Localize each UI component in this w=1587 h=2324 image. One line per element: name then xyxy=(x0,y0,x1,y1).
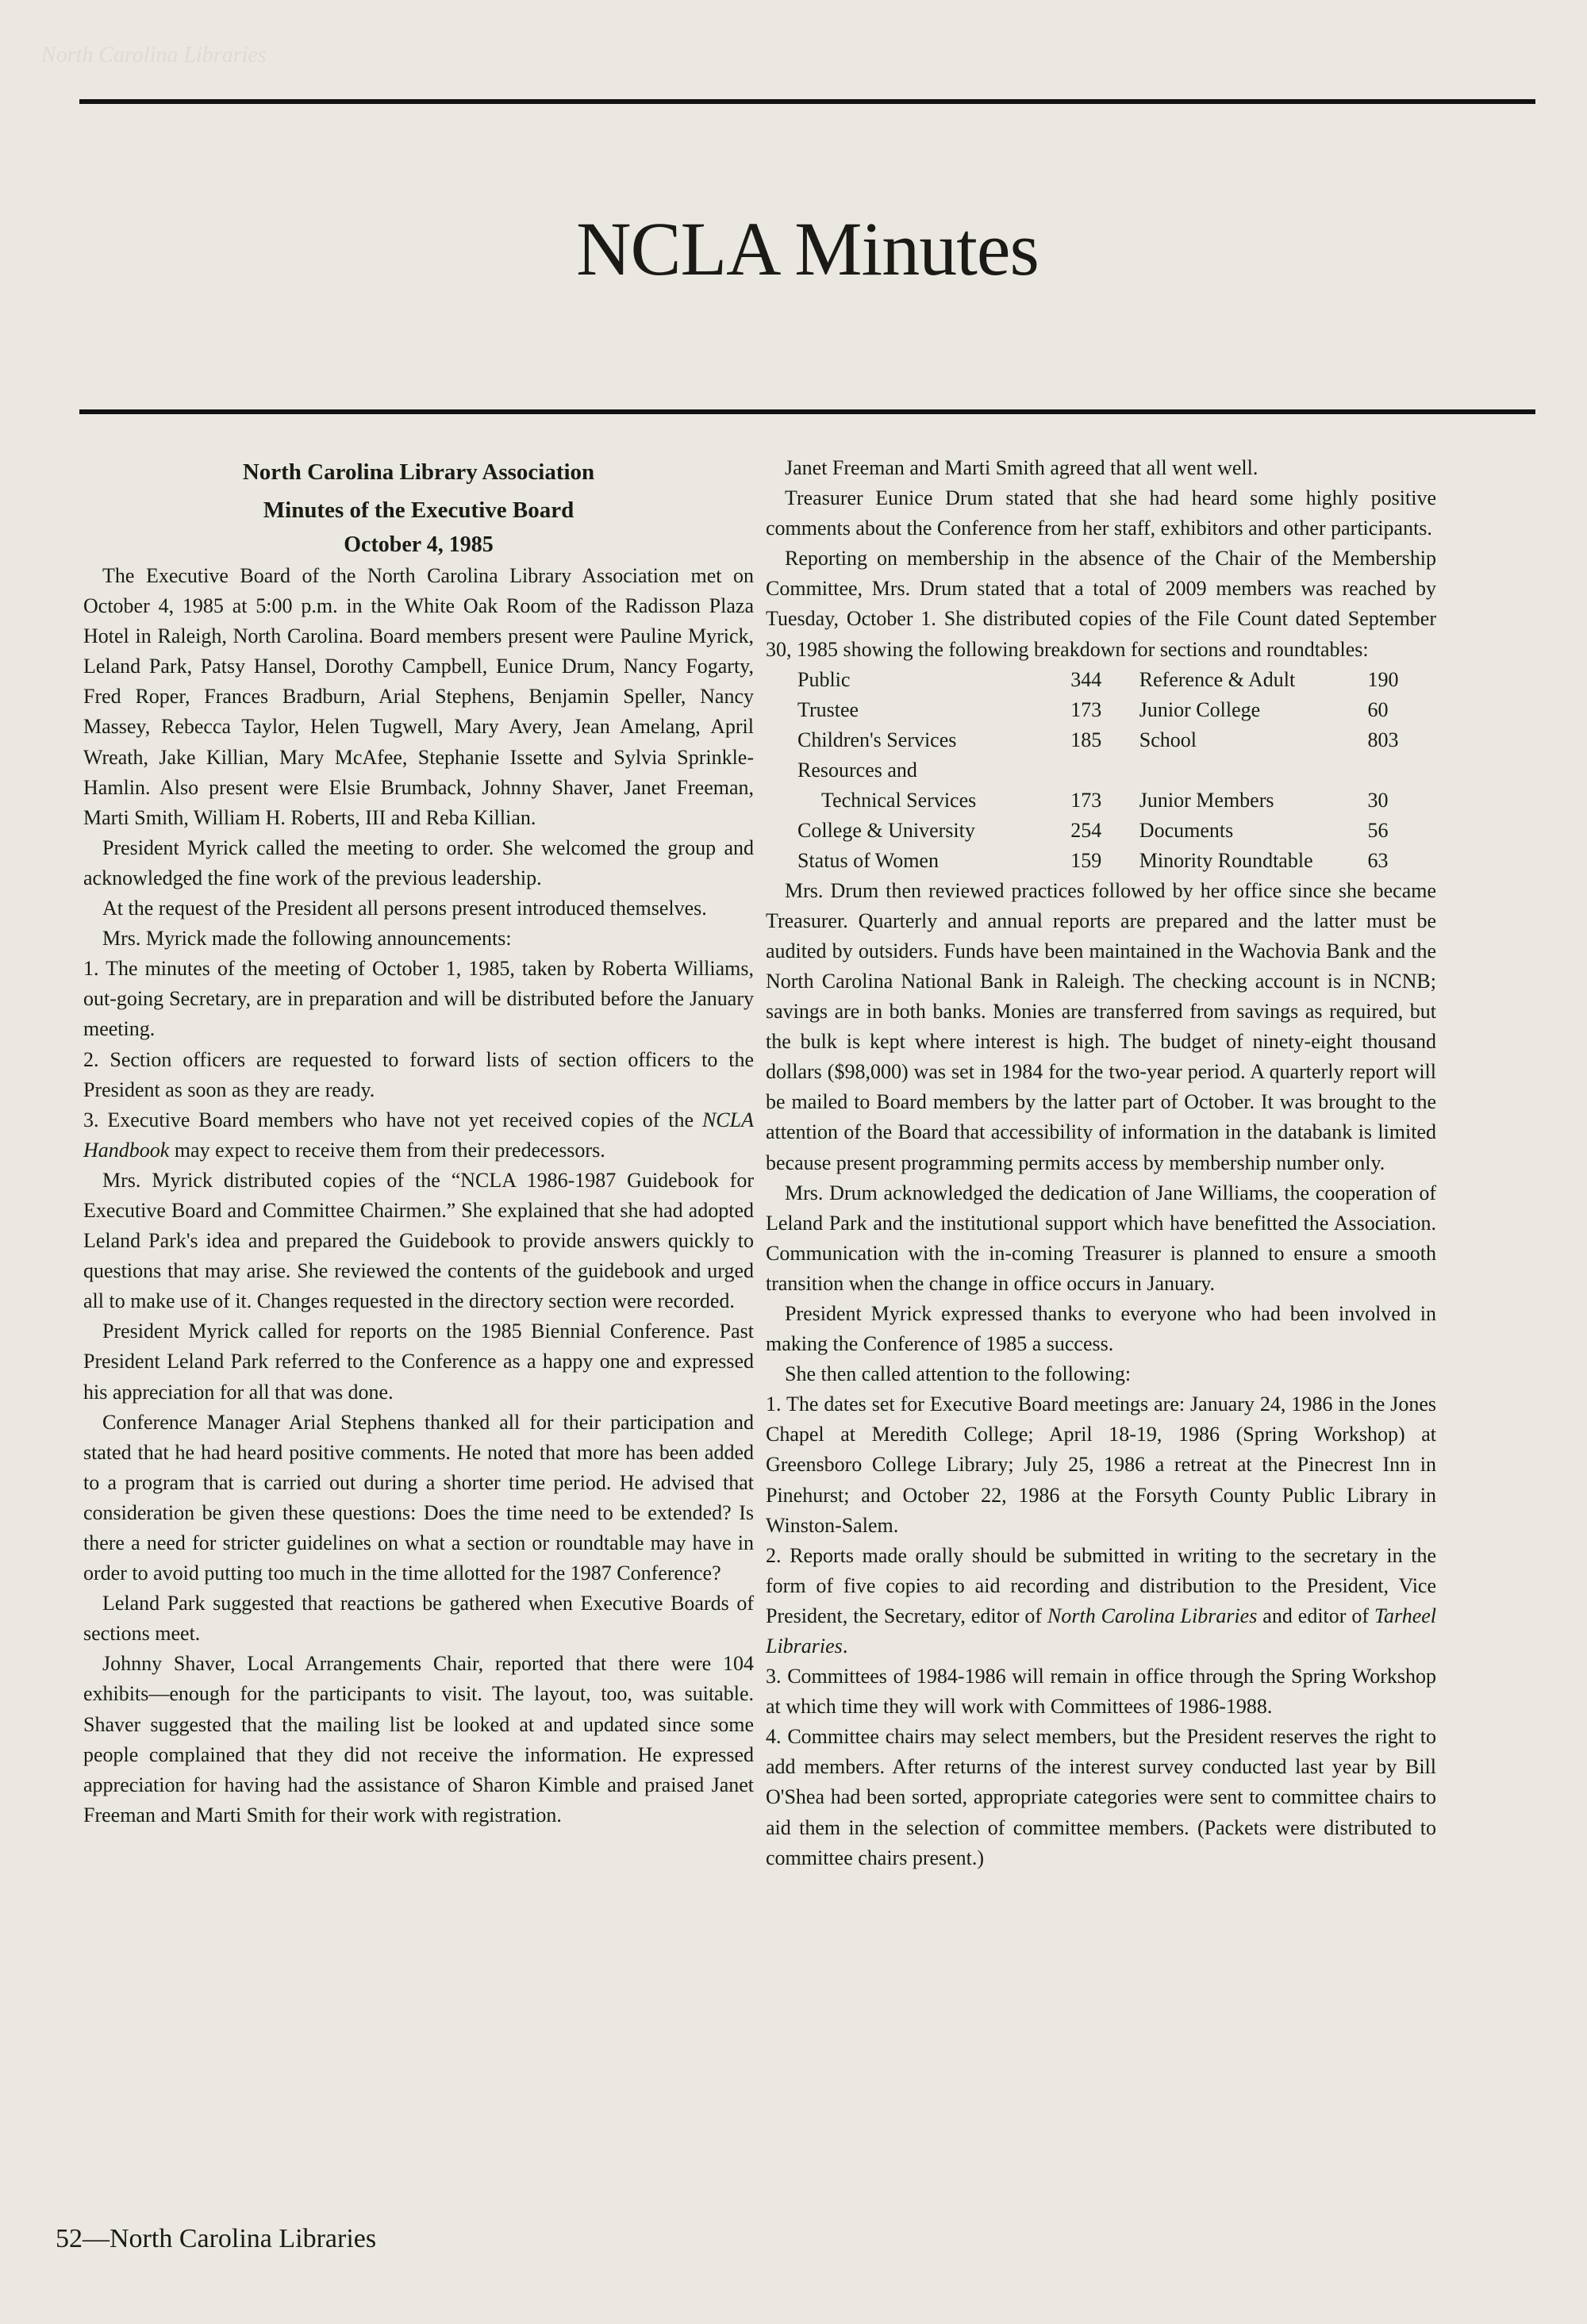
paragraph: She then called attention to the following: xyxy=(785,1362,1132,1386)
section-name: Reference & Adult xyxy=(1139,667,1296,691)
attention-item: 4. Committee chairs may select members, but the President reserves the right to add members. After returns of the interest survey conducted last year by Bill O'Shea had been sorted, appropriate categories were sent to committee chairs to aid them in the selection of committee members. (Packets were distributed to committee chairs present.) xyxy=(766,1725,1436,1869)
show-through-running-head: North Carolina Libraries xyxy=(41,43,267,67)
date-heading: October 4, 1985 xyxy=(344,532,494,557)
attention-item: 3. Committees of 1984-1986 will remain in office through the Spring Workshop at which time they will work with Committees of 1986-1988. xyxy=(766,1665,1436,1719)
page-body xyxy=(79,99,1535,414)
right-column xyxy=(766,453,1436,1873)
title-bottom-rule xyxy=(79,409,1535,414)
member-count: 344 xyxy=(1070,667,1102,691)
member-count xyxy=(1070,755,1139,786)
title-block xyxy=(79,104,1535,409)
member-count: 60 xyxy=(1367,697,1389,721)
member-count: 56 xyxy=(1367,818,1389,842)
section-name: Trustee xyxy=(797,697,859,721)
section-name: Resources and xyxy=(797,758,917,782)
paragraph: President Myrick called for reports on the 1985 Biennial Conference. Past President Leland Park referred to the Conference as a happy one and expressed his appreciation for all that was done. xyxy=(83,1319,754,1404)
section-name: Technical Services xyxy=(821,788,977,812)
paragraph: Leland Park suggested that reactions be gathered when Executive Boards of sections meet. xyxy=(83,1592,754,1646)
membership-row xyxy=(766,786,1436,816)
membership-row xyxy=(766,725,1436,755)
paragraph: Johnny Shaver, Local Arrangements Chair, reported that there were 104 exhibits—enough for the participants to visit. The layout, too, was suitable. Shaver suggested that the mailing list be looked at and updated since some people complained that they did not receive the information. He expressed appreciation for having had the assistance of Sharon Kimble and praised Janet Freeman and Marti Smith for their work with registration. xyxy=(83,1652,754,1827)
section-name: Junior Members xyxy=(1139,788,1274,812)
section-name: Status of Women xyxy=(797,848,939,872)
member-count: 173 xyxy=(1070,788,1102,812)
paragraph: Treasurer Eunice Drum stated that she had heard some highly positive comments about the Conference from her staff, exhibitors and other participants. xyxy=(766,486,1436,540)
paragraph: President Myrick expressed thanks to everyone who had been involved in making the Conference of 1985 a success. xyxy=(766,1301,1436,1356)
membership-row xyxy=(766,816,1436,846)
section-name: Public xyxy=(797,667,851,691)
member-count: 254 xyxy=(1070,818,1102,842)
announcement-item: 2. Section officers are requested to forward lists of section officers to the President as soon as they are ready. xyxy=(83,1047,754,1101)
section-name: Junior College xyxy=(1139,697,1261,721)
member-count: 159 xyxy=(1070,848,1102,872)
member-count: 185 xyxy=(1070,728,1102,751)
member-count xyxy=(1367,755,1436,786)
membership-row xyxy=(766,846,1436,876)
section-name: School xyxy=(1139,728,1197,751)
minutes-heading: Minutes of the Executive Board xyxy=(263,497,574,523)
paragraph: Conference Manager Arial Stephens thanked all for their participation and stated that he had heard positive comments. He noted that more has been added to a program that is carried out during a shorter time period. He advised that consideration be given these questions: Does the time need to be extended? Is there a need for stricter guidelines on what a section or roundtable may have in order to avoid putting too much in the time allotted for the 1987 Conference? xyxy=(83,1410,754,1585)
paragraph: Mrs. Myrick made the following announcements: xyxy=(102,927,512,951)
member-count: 63 xyxy=(1367,848,1389,872)
paragraph: At the request of the President all persons present introduced themselves. xyxy=(102,897,707,920)
member-count: 190 xyxy=(1367,667,1399,691)
page-title: NCLA Minutes xyxy=(576,206,1039,291)
announcement-item: 3. Executive Board members who have not yet received copies of the NCLA Handbook may expect to receive them from their predecessors. xyxy=(83,1108,754,1162)
left-column xyxy=(83,453,754,1830)
org-heading: North Carolina Library Association xyxy=(242,459,595,485)
page-footer: 52—North Carolina Libraries xyxy=(56,2224,377,2253)
attention-item: 1. The dates set for Executive Board meetings are: January 24, 1986 in the Jones Chapel at Meredith College; April 18-19, 1986 (Spring Workshop) at Greensboro College Library; July 25, 1986 a retreat at the Pinecrest Inn in Pinehurst; and October 22, 1986 at the Forsyth County Public Library in Winston-Salem. xyxy=(766,1392,1436,1537)
announcement-item: 1. The minutes of the meeting of October 1, 1985, taken by Roberta Williams, out-going Secretary, are in preparation and will be distributed before the January meeting. xyxy=(83,957,754,1041)
attention-item: 2. Reports made orally should be submitted in writing to the secretary in the form of five copies to aid recording and distribution to the President, Vice President, the Secretary, editor of North Carolina Libraries and editor of Tarheel Libraries. xyxy=(766,1543,1437,1658)
paragraph: The Executive Board of the North Carolina Library Association met on October 4, 1985 at 5:00 p.m. in the White Oak Room of the Radisson Plaza Hotel in Raleigh, North Carolina. Board members present were Pauline Myrick, Leland Park, Patsy Hansel, Dorothy Campbell, Eunice Drum, Nancy Fogarty, Fred Roper, Frances Bradburn, Arial Stephens, Benjamin Speller, Nancy Massey, Rebecca Taylor, Helen Tugwell, Mary Avery, Jean Amelang, April Wreath, Jake Killian, Mary McAfee, Stephanie Issette and Sylvia Sprinkle-Hamlin. Also present were Elsie Brumback, Johnny Shaver, Janet Freeman, Marti Smith, William H. Roberts, III and Reba Killian. xyxy=(83,564,754,829)
paragraph: Mrs. Drum acknowledged the dedication of Jane Williams, the cooperation of Leland Park and the institutional support which have benefitted the Association. Communication with the in-coming Treasurer is planned to ensure a smooth transition when the change in office occurs in January. xyxy=(766,1181,1436,1295)
membership-row xyxy=(766,755,1436,786)
paragraph: Mrs. Myrick distributed copies of the “NCLA 1986-1987 Guidebook for Executive Board and Committee Chairmen.” She explained that she had adopted Leland Park's idea and prepared the Guidebook to provide answers quickly to questions that may arise. She reviewed the contents of the guidebook and urged all to make use of it. Changes requested in the directory section were recorded. xyxy=(83,1168,754,1313)
section-name xyxy=(1139,755,1368,786)
member-count: 30 xyxy=(1367,788,1389,812)
paragraph: Mrs. Drum then reviewed practices followed by her office since she became Treasurer. Quarterly and annual reports are prepared and the latter must be audited by outsiders. Funds have been maintained in the Wachovia Bank and the North Carolina National Bank in Raleigh. The checking account is in NCNB; savings are in both banks. Monies are transferred from savings as required, but the bulk is kept where interest is high. The budget of ninety-eight thousand dollars ($98,000) was set in 1984 for the two-year period. A quarterly report will be mailed to Board members by the latter part of October. It was brought to the attention of the Board that accessibility of information in the databank is limited because present programming permits access by membership number only. xyxy=(766,878,1436,1174)
paragraph: Reporting on membership in the absence of the Chair of the Membership Committee, Mrs. Drum stated that a total of 2009 members was reached by Tuesday, October 1. She distributed copies of the File Count dated September 30, 1985 showing the following breakdown for sections and roundtables: xyxy=(766,547,1436,661)
section-name: Children's Services xyxy=(797,728,957,751)
section-name: Minority Roundtable xyxy=(1139,848,1313,872)
paragraph: Janet Freeman and Marti Smith agreed that all went well. xyxy=(785,456,1258,479)
member-count: 803 xyxy=(1367,728,1399,751)
section-name: Documents xyxy=(1139,818,1234,842)
section-name: College & University xyxy=(797,818,975,842)
membership-row xyxy=(766,665,1436,695)
paragraph: President Myrick called the meeting to order. She welcomed the group and acknowledged the fine work of the previous leadership. xyxy=(83,835,754,889)
membership-row xyxy=(766,695,1436,725)
member-count: 173 xyxy=(1070,697,1102,721)
membership-table xyxy=(766,665,1436,876)
